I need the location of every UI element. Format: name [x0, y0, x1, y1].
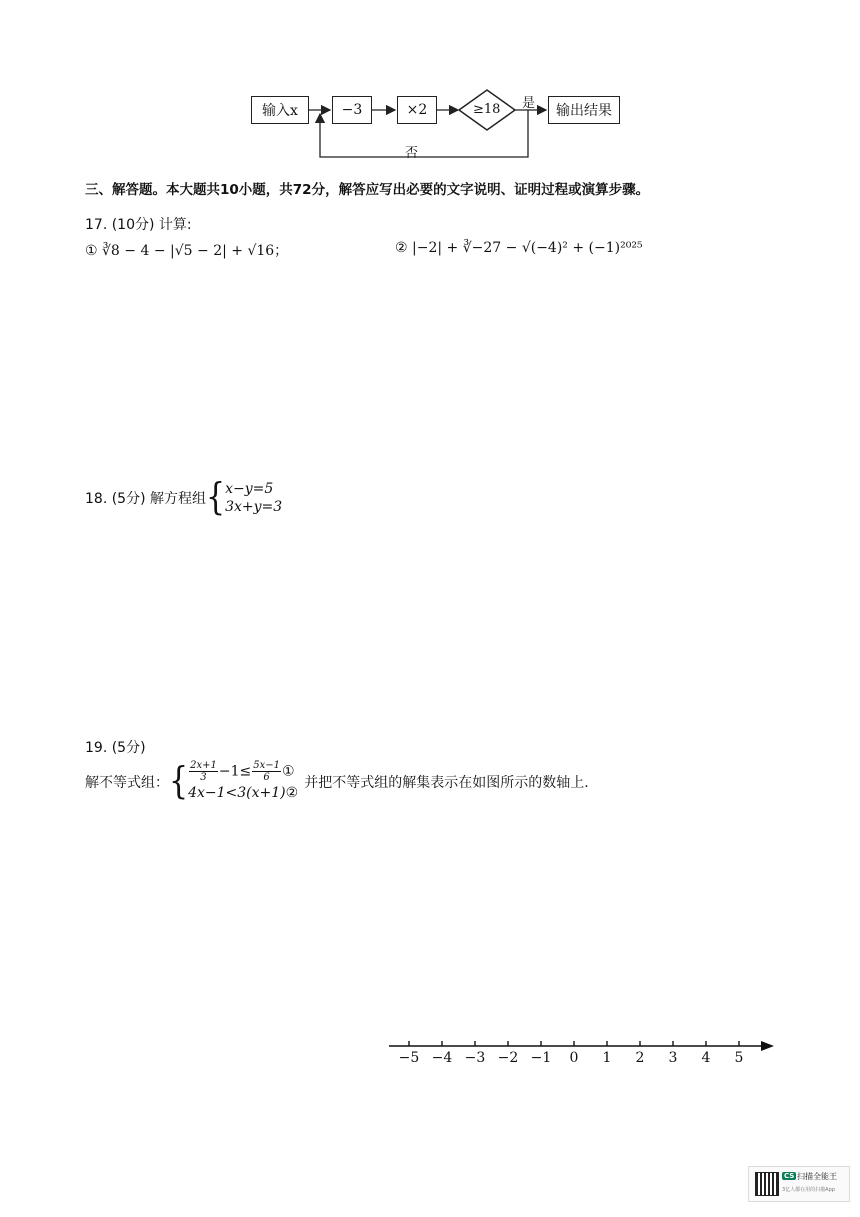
flow-yes-label: 是	[522, 96, 536, 111]
number-line-tick-label: 3	[668, 1050, 678, 1066]
q18-equation-2: 3x+y=3	[225, 499, 283, 515]
q17-part2	[395, 240, 643, 256]
scanner-watermark	[748, 1166, 850, 1202]
q19-prefix: 解不等式组：	[85, 774, 169, 791]
fraction-denominator: 3	[200, 772, 207, 783]
cs-badge: CS	[784, 1172, 795, 1180]
q19-ineq2-expression: 4x−1<3(x+1)	[188, 785, 286, 801]
number-line-tick-label: −5	[398, 1050, 420, 1066]
q19-ineq1-lhs-fraction	[189, 760, 218, 783]
q19-ineq1-rhs-fraction	[252, 760, 281, 783]
q18-equation-1: x−y=5	[225, 481, 274, 497]
number-line-tick-label: 4	[701, 1050, 711, 1066]
q17-part1-expression: ∛8 − 4 − |√5 − 2| + √16；	[102, 243, 289, 259]
flow-condition-label: ≥18	[473, 102, 501, 117]
flow-input-label: 输入x	[262, 103, 298, 119]
q19-suffix: 并把不等式组的解集表示在如图所示的数轴上.	[304, 774, 589, 791]
section-heading: 三、解答题。本大题共10小题，共72分，解答应写出必要的文字说明、证明过程或演算步骤。	[85, 182, 650, 198]
q17-title: 17. (10分) 计算:	[85, 217, 192, 233]
flow-output-label: 输出结果	[556, 103, 612, 119]
q19-ineq2-marker: ②	[285, 785, 299, 801]
system-brace: {	[169, 759, 189, 803]
q19-inequality-1	[188, 760, 298, 783]
watermark-tagline: 3亿人都在用的扫描App	[782, 1187, 835, 1193]
number-line	[385, 1035, 780, 1075]
flow-connectors	[0, 0, 860, 170]
fraction-denominator: 6	[263, 772, 270, 783]
q19-statement	[85, 760, 589, 803]
flow-subtract-label: −3	[341, 102, 363, 118]
q19-ineq1-marker: ①	[281, 763, 295, 780]
number-line-tick-label: −4	[431, 1050, 453, 1066]
q17-part1	[85, 240, 288, 260]
fraction-numerator: 2x+1	[190, 760, 217, 771]
watermark-app-name: 扫描全能王	[797, 1172, 837, 1181]
q17-part1-marker: ①	[85, 243, 98, 259]
flow-output-box	[548, 96, 620, 124]
qr-code-icon	[755, 1172, 779, 1196]
fraction-numerator: 5x−1	[253, 760, 280, 771]
number-line-tick-label: 0	[569, 1050, 579, 1066]
number-line-tick-label: −3	[464, 1050, 486, 1066]
q17-part2-expression: |−2| + ∛−27 − √(−4)² + (−1)²⁰²⁵	[412, 240, 643, 256]
q18	[85, 475, 283, 520]
number-line-tick-label: −2	[497, 1050, 519, 1066]
flow-multiply-label: ×2	[406, 102, 428, 118]
q17-part2-marker: ②	[395, 240, 408, 256]
number-line-tick-label: 2	[635, 1050, 645, 1066]
q19-ineq1-middle: −1≤	[218, 763, 252, 780]
flow-no-label: 否	[405, 146, 419, 161]
q18-system	[225, 480, 282, 516]
q19-title: 19. (5分)	[85, 740, 146, 756]
q19-inequality-2	[188, 783, 298, 803]
q19-system	[188, 760, 298, 803]
number-line-tick-label: −1	[530, 1050, 552, 1066]
number-line-tick-label: 1	[602, 1050, 612, 1066]
q18-title: 18. (5分) 解方程组	[85, 491, 206, 507]
number-line-tick-label: 5	[734, 1050, 744, 1066]
system-brace: {	[206, 475, 226, 520]
